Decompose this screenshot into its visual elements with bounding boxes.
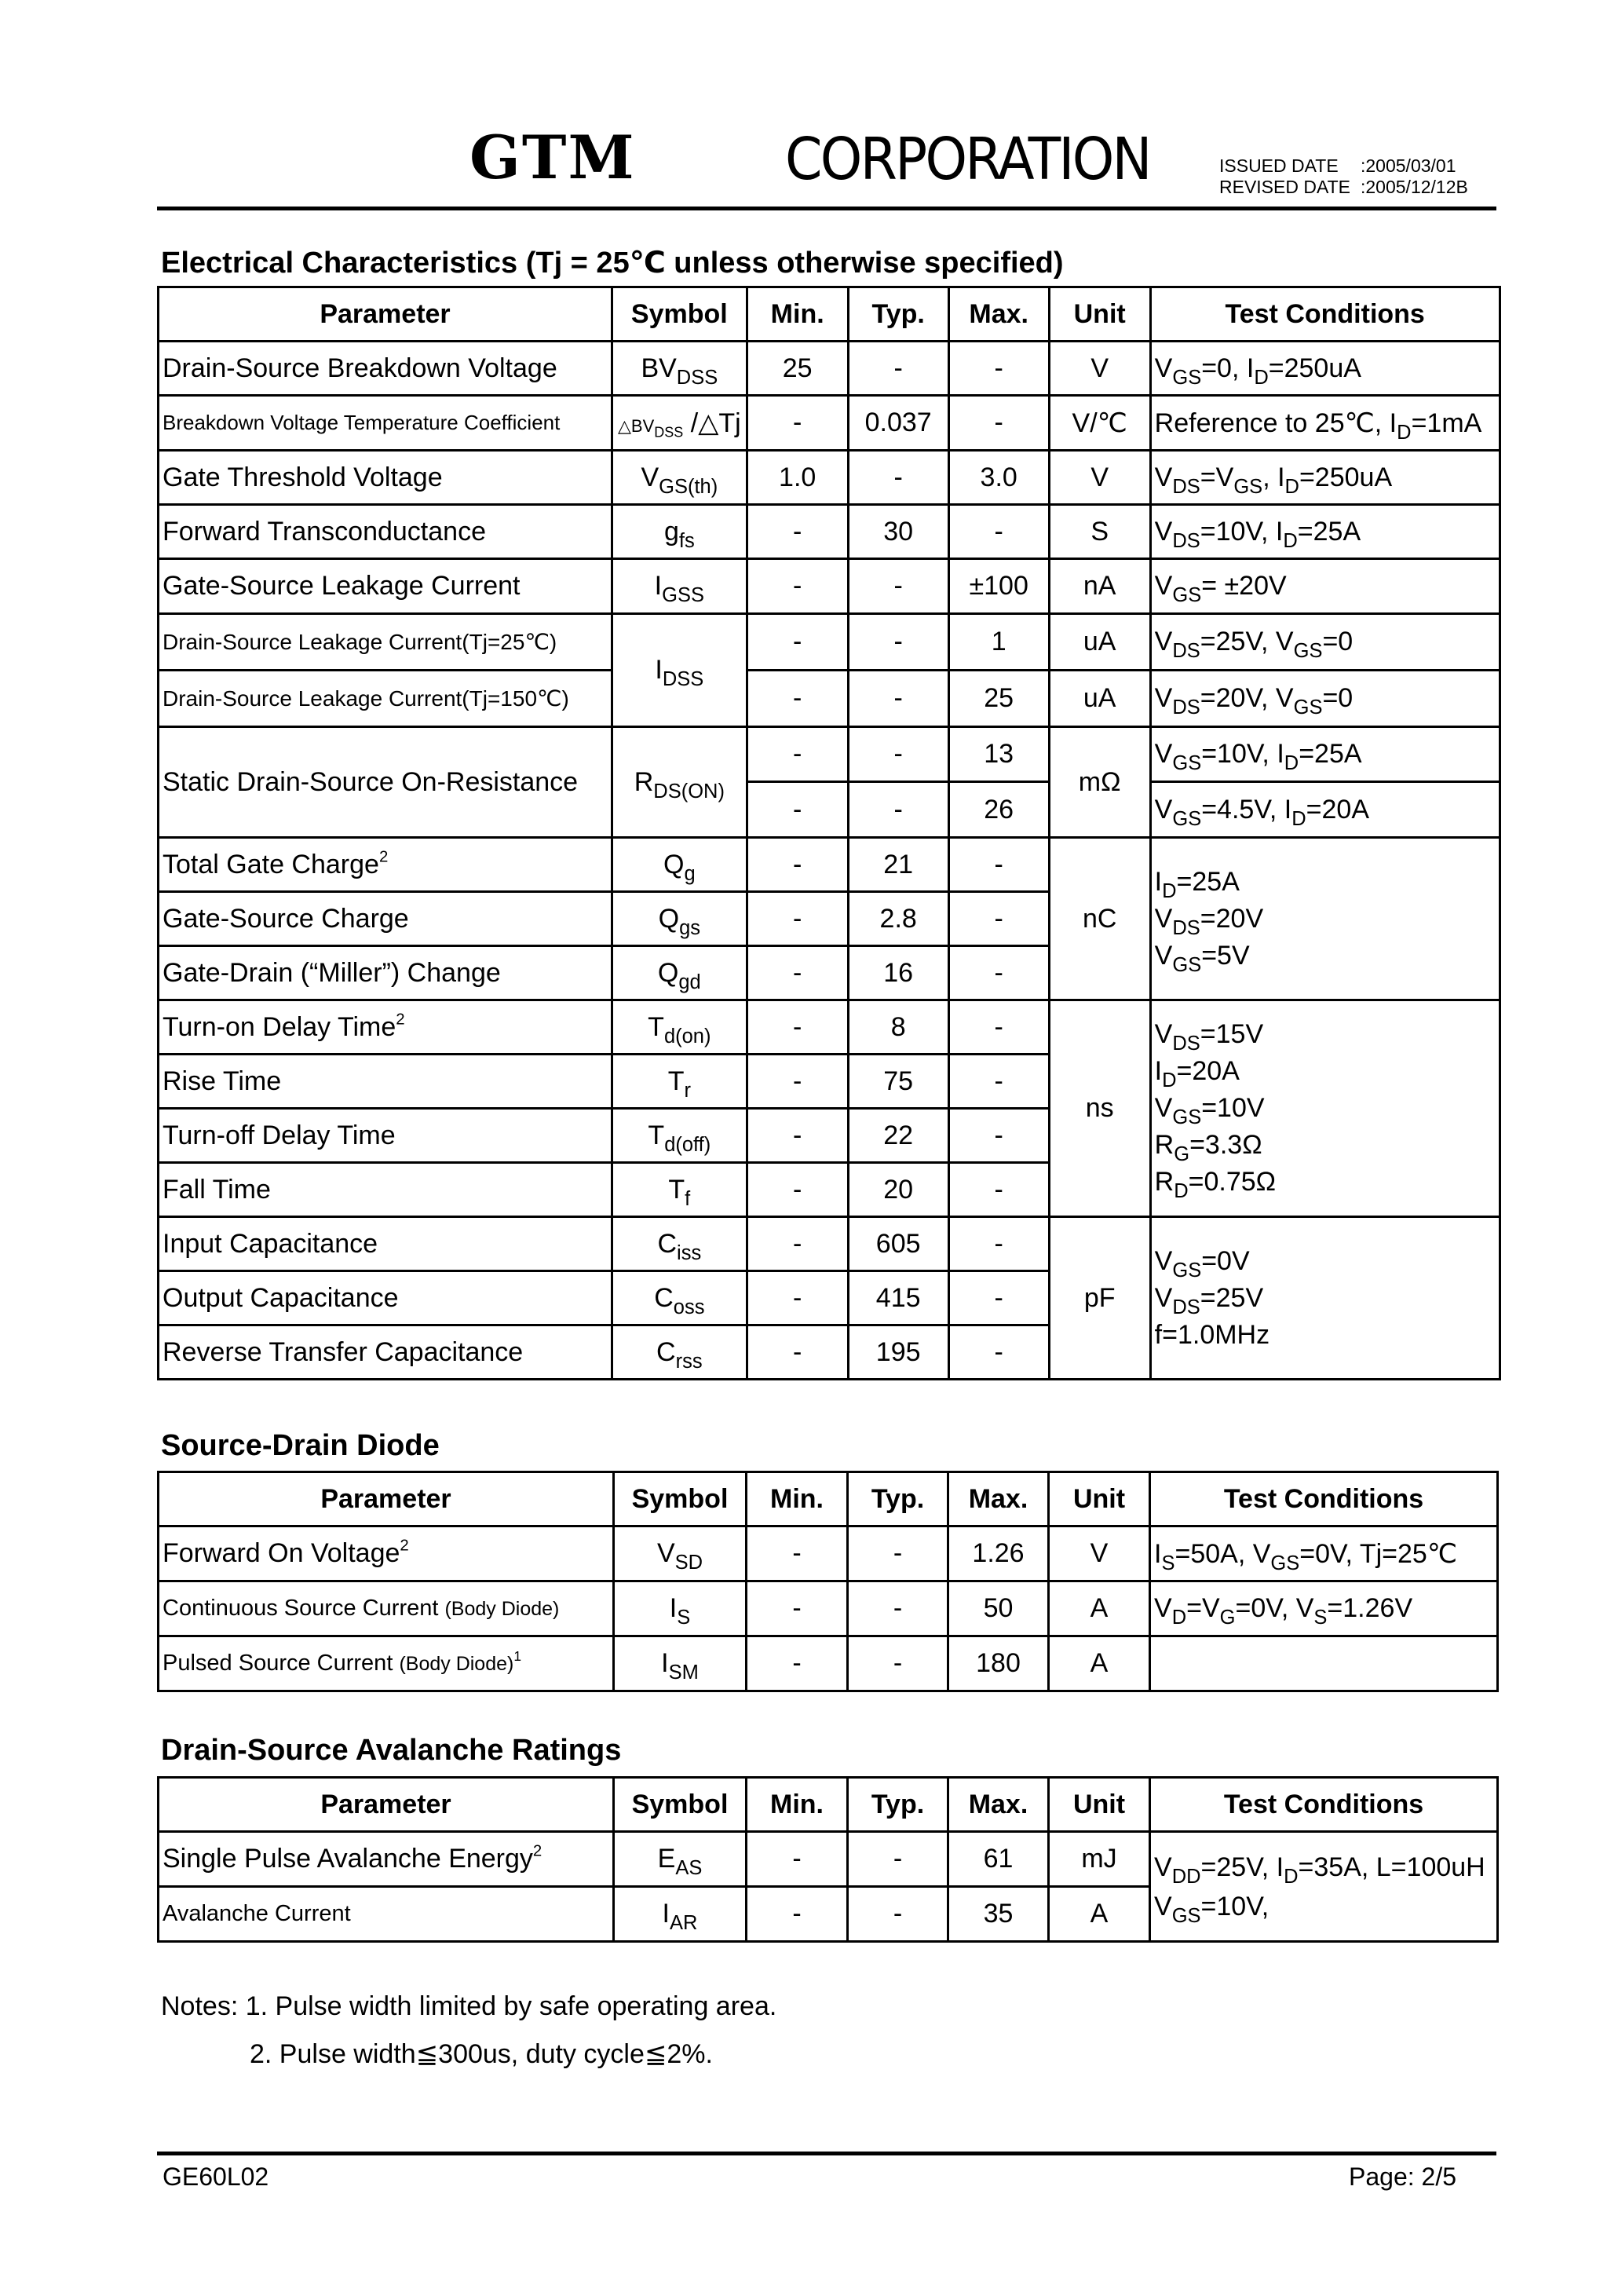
typ-cell: 415 [848, 1271, 948, 1325]
table-row [159, 559, 1500, 614]
header-symbol: Symbol [614, 1472, 747, 1526]
param-cell: Avalanche Current [159, 1887, 614, 1942]
symbol-cell: $Q_{gs}$ [612, 892, 747, 946]
table-header-row [159, 1472, 1498, 1526]
unit-cell: V [1049, 451, 1150, 505]
test-conditions-cell: $V_{GS}=0V$ $V_{DS}=25V$ f=1.0MHz [1150, 1217, 1500, 1380]
header-test-conditions: Test Conditions [1150, 1472, 1498, 1526]
revised-date-value: :2005/12/12B [1361, 177, 1468, 197]
param-cell: Turn-on Delay Time$^2$ [159, 1000, 612, 1055]
min-cell: - [747, 614, 848, 671]
param-cell: Input Capacitance [159, 1217, 612, 1271]
unit-cell: nC [1049, 838, 1150, 1000]
header-min: Min. [747, 1778, 848, 1832]
unit-cell: V/℃ [1049, 396, 1150, 451]
header-typ: Typ. [848, 287, 948, 342]
test-conditions-cell: $V_{DS}=10V$, $I_D=25A$ [1150, 505, 1500, 559]
param-cell: Forward Transconductance [159, 505, 612, 559]
brand-logo: GTM [469, 122, 636, 192]
param-cell: Static Drain-Source On-Resistance [159, 727, 612, 838]
unit-cell: nA [1049, 559, 1150, 614]
min-cell: - [747, 1055, 848, 1109]
electrical-characteristics-title: Electrical Characteristics (Tj = 25℃ unless otherwise specified) [161, 247, 1064, 280]
test-conditions-cell: $V_D=V_G=0V$, $V_S=1.26V$ [1150, 1581, 1498, 1636]
symbol-cell: $C_{iss}$ [612, 1217, 747, 1271]
min-cell: - [747, 1636, 848, 1691]
header-unit: Unit [1049, 287, 1150, 342]
header-typ: Typ. [848, 1472, 948, 1526]
test-conditions-cell: $V_{DS}=15V$ $I_D=20A$ $V_{GS}=10V$ $R_G=3.3\Omega$ $R_D=0.75\Omega$ [1150, 1000, 1500, 1217]
symbol-cell: $I_{AR}$ [614, 1887, 747, 1942]
unit-cell: A [1049, 1581, 1150, 1636]
unit-cell: ns [1049, 1000, 1150, 1217]
electrical-characteristics-table [157, 286, 1501, 1380]
param-cell: Continuous Source Current (Body Diode) [159, 1581, 614, 1636]
table-row [159, 614, 1500, 671]
typ-cell: 0.037 [848, 396, 948, 451]
min-cell: - [747, 1109, 848, 1163]
typ-cell: 75 [848, 1055, 948, 1109]
test-conditions-cell: $I_S=50A$, $V_{GS}=0V$, Tj=25℃ [1150, 1526, 1498, 1581]
param-cell: Fall Time [159, 1163, 612, 1217]
min-cell: - [747, 1163, 848, 1217]
table-row [159, 1832, 1498, 1887]
test-conditions-cell: $V_{DS}=20V$, $V_{GS}=0$ [1150, 671, 1500, 727]
typ-cell: - [848, 451, 948, 505]
header-max: Max. [948, 287, 1049, 342]
symbol-cell: $V_{SD}$ [614, 1526, 747, 1581]
table-row [159, 838, 1500, 892]
max-cell: ±100 [948, 559, 1049, 614]
min-cell: - [747, 1271, 848, 1325]
max-cell: - [948, 505, 1049, 559]
param-cell: Output Capacitance [159, 1271, 612, 1325]
table-row [159, 1217, 1500, 1271]
min-cell: - [747, 1581, 848, 1636]
test-conditions-cell: $V_{DS}=25V$, $V_{GS}=0$ [1150, 614, 1500, 671]
source-drain-diode-title: Source-Drain Diode [161, 1429, 440, 1462]
max-cell: 61 [948, 1832, 1049, 1887]
min-cell: - [747, 1887, 848, 1942]
max-cell: - [948, 1325, 1049, 1380]
typ-cell: - [848, 559, 948, 614]
max-cell: 180 [948, 1636, 1049, 1691]
max-cell: 13 [948, 727, 1049, 782]
param-cell: Pulsed Source Current (Body Diode)$^1$ [159, 1636, 614, 1691]
header-parameter: Parameter [159, 1472, 614, 1526]
note-1: Notes: 1. Pulse width limited by safe operating area. [161, 1991, 777, 2021]
unit-cell: mΩ [1049, 727, 1150, 838]
symbol-cell: $T_{d(off)}$ [612, 1109, 747, 1163]
symbol-cell: $BV_{DSS}$ [612, 342, 747, 396]
document-number: GE60L02 [163, 2163, 269, 2191]
header-unit: Unit [1049, 1778, 1150, 1832]
source-drain-diode-table [157, 1471, 1499, 1692]
typ-cell: - [848, 614, 948, 671]
header-parameter: Parameter [159, 287, 612, 342]
issued-date-value: :2005/03/01 [1361, 155, 1456, 176]
min-cell: - [747, 1325, 848, 1380]
typ-cell: 16 [848, 946, 948, 1000]
typ-cell: - [848, 727, 948, 782]
min-cell: 25 [747, 342, 848, 396]
typ-cell: 2.8 [848, 892, 948, 946]
param-cell: Total Gate Charge$^2$ [159, 838, 612, 892]
param-cell: Drain-Source Leakage Current(Tj=150℃) [159, 671, 612, 727]
max-cell: - [948, 396, 1049, 451]
test-conditions-cell: $V_{GS}=0$, $I_D=250uA$ [1150, 342, 1500, 396]
symbol-cell: $I_{SM}$ [614, 1636, 747, 1691]
table-row [159, 451, 1500, 505]
min-cell: - [747, 946, 848, 1000]
min-cell: - [747, 671, 848, 727]
typ-cell: 8 [848, 1000, 948, 1055]
max-cell: 3.0 [948, 451, 1049, 505]
test-conditions-cell: $V_{GS}=4.5V$, $I_D=20A$ [1150, 782, 1500, 838]
document-dates [1219, 155, 1468, 198]
param-cell: Gate Threshold Voltage [159, 451, 612, 505]
header-test-conditions: Test Conditions [1150, 287, 1500, 342]
min-cell: - [747, 1832, 848, 1887]
min-cell: - [747, 1000, 848, 1055]
min-cell: - [747, 782, 848, 838]
table-row [159, 505, 1500, 559]
symbol-cell: $E_{AS}$ [614, 1832, 747, 1887]
test-conditions-cell [1150, 1636, 1498, 1691]
symbol-cell: $V_{GS(th)}$ [612, 451, 747, 505]
typ-cell: 30 [848, 505, 948, 559]
table-header-row [159, 1778, 1498, 1832]
footer-rule [157, 2152, 1496, 2155]
max-cell: - [948, 892, 1049, 946]
header-symbol: Symbol [612, 287, 747, 342]
max-cell: 25 [948, 671, 1049, 727]
note-2: 2. Pulse width≦300us, duty cycle≦2%. [250, 2039, 713, 2069]
typ-cell: 195 [848, 1325, 948, 1380]
typ-cell: 605 [848, 1217, 948, 1271]
typ-cell: - [848, 1887, 948, 1942]
typ-cell: 21 [848, 838, 948, 892]
max-cell: - [948, 838, 1049, 892]
unit-cell: mJ [1049, 1832, 1150, 1887]
header-min: Min. [747, 287, 848, 342]
typ-cell: - [848, 782, 948, 838]
unit-cell: pF [1049, 1217, 1150, 1380]
test-conditions-cell: Reference to 25℃, $I_D=1mA$ [1150, 396, 1500, 451]
typ-cell: - [848, 1581, 948, 1636]
table-row [159, 1581, 1498, 1636]
unit-cell: uA [1049, 671, 1150, 727]
avalanche-ratings-table [157, 1776, 1499, 1943]
max-cell: 35 [948, 1887, 1049, 1942]
min-cell: 1.0 [747, 451, 848, 505]
typ-cell: 20 [848, 1163, 948, 1217]
unit-cell: uA [1049, 614, 1150, 671]
typ-cell: - [848, 1526, 948, 1581]
symbol-cell: $\triangle BV_{DSS}$ /△Tj [612, 396, 747, 451]
avalanche-ratings-title: Drain-Source Avalanche Ratings [161, 1734, 622, 1767]
typ-cell: 22 [848, 1109, 948, 1163]
unit-cell: A [1049, 1887, 1150, 1942]
param-cell: Single Pulse Avalanche Energy$^2$ [159, 1832, 614, 1887]
max-cell: 1.26 [948, 1526, 1049, 1581]
min-cell: - [747, 396, 848, 451]
test-conditions-cell: $V_{GS}= \pm 20V$ [1150, 559, 1500, 614]
symbol-cell: $Q_g$ [612, 838, 747, 892]
issued-date-label: ISSUED DATE [1219, 155, 1339, 176]
table-header-row [159, 287, 1500, 342]
param-cell: Turn-off Delay Time [159, 1109, 612, 1163]
max-cell: - [948, 1109, 1049, 1163]
max-cell: - [948, 1000, 1049, 1055]
min-cell: - [747, 559, 848, 614]
table-row [159, 1526, 1498, 1581]
table-row [159, 671, 1500, 727]
max-cell: - [948, 1163, 1049, 1217]
header-max: Max. [948, 1778, 1049, 1832]
min-cell: - [747, 1526, 848, 1581]
param-cell: Gate-Source Charge [159, 892, 612, 946]
header-symbol: Symbol [614, 1778, 747, 1832]
test-conditions-cell: $I_D=25A$ $V_{DS}=20V$ $V_{GS}=5V$ [1150, 838, 1500, 1000]
max-cell: 50 [948, 1581, 1049, 1636]
param-cell: Reverse Transfer Capacitance [159, 1325, 612, 1380]
test-conditions-cell: $V_{DS}=V_{GS}$, $I_D=250uA$ [1150, 451, 1500, 505]
symbol-cell: $I_{DSS}$ [612, 614, 747, 727]
table-row [159, 727, 1500, 782]
typ-cell: - [848, 671, 948, 727]
max-cell: 26 [948, 782, 1049, 838]
min-cell: - [747, 1217, 848, 1271]
unit-cell: V [1049, 1526, 1150, 1581]
unit-cell: S [1049, 505, 1150, 559]
symbol-cell: $C_{rss}$ [612, 1325, 747, 1380]
max-cell: - [948, 1055, 1049, 1109]
symbol-cell: $T_f$ [612, 1163, 747, 1217]
corporation-title: CORPORATION [785, 126, 1150, 193]
max-cell: - [948, 1271, 1049, 1325]
min-cell: - [747, 838, 848, 892]
max-cell: - [948, 946, 1049, 1000]
param-cell: Drain-Source Breakdown Voltage [159, 342, 612, 396]
header-rule [157, 207, 1496, 210]
symbol-cell: $I_S$ [614, 1581, 747, 1636]
header-parameter: Parameter [159, 1778, 614, 1832]
max-cell: - [948, 342, 1049, 396]
min-cell: - [747, 892, 848, 946]
revised-date-label: REVISED DATE [1219, 177, 1350, 197]
typ-cell: - [848, 342, 948, 396]
table-row [159, 396, 1500, 451]
page-number: Page: 2/5 [1349, 2163, 1456, 2191]
param-cell: Rise Time [159, 1055, 612, 1109]
unit-cell: V [1049, 342, 1150, 396]
test-conditions-cell: $V_{DD}=25V$, $I_D=35A$, L=100uH $V_{GS}=10V$, [1150, 1832, 1498, 1942]
param-cell: Breakdown Voltage Temperature Coefficient [159, 396, 612, 451]
header-typ: Typ. [848, 1778, 948, 1832]
symbol-cell: $g_{fs}$ [612, 505, 747, 559]
header-test-conditions: Test Conditions [1150, 1778, 1498, 1832]
symbol-cell: $Q_{gd}$ [612, 946, 747, 1000]
unit-cell: A [1049, 1636, 1150, 1691]
min-cell: - [747, 505, 848, 559]
symbol-cell: $T_{d(on)}$ [612, 1000, 747, 1055]
symbol-cell: $I_{GSS}$ [612, 559, 747, 614]
min-cell: - [747, 727, 848, 782]
max-cell: - [948, 1217, 1049, 1271]
table-row [159, 1000, 1500, 1055]
symbol-cell: $C_{oss}$ [612, 1271, 747, 1325]
param-cell: Gate-Source Leakage Current [159, 559, 612, 614]
table-row [159, 1636, 1498, 1691]
symbol-cell: $R_{DS(ON)}$ [612, 727, 747, 838]
test-conditions-cell: $V_{GS}=10V$, $I_D=25A$ [1150, 727, 1500, 782]
param-cell: Gate-Drain (“Miller”) Change [159, 946, 612, 1000]
param-cell: Forward On Voltage$^2$ [159, 1526, 614, 1581]
typ-cell: - [848, 1636, 948, 1691]
header-max: Max. [948, 1472, 1049, 1526]
param-cell: Drain-Source Leakage Current(Tj=25℃) [159, 614, 612, 671]
table-row [159, 342, 1500, 396]
max-cell: 1 [948, 614, 1049, 671]
header-min: Min. [747, 1472, 848, 1526]
symbol-cell: $T_r$ [612, 1055, 747, 1109]
typ-cell: - [848, 1832, 948, 1887]
header-unit: Unit [1049, 1472, 1150, 1526]
